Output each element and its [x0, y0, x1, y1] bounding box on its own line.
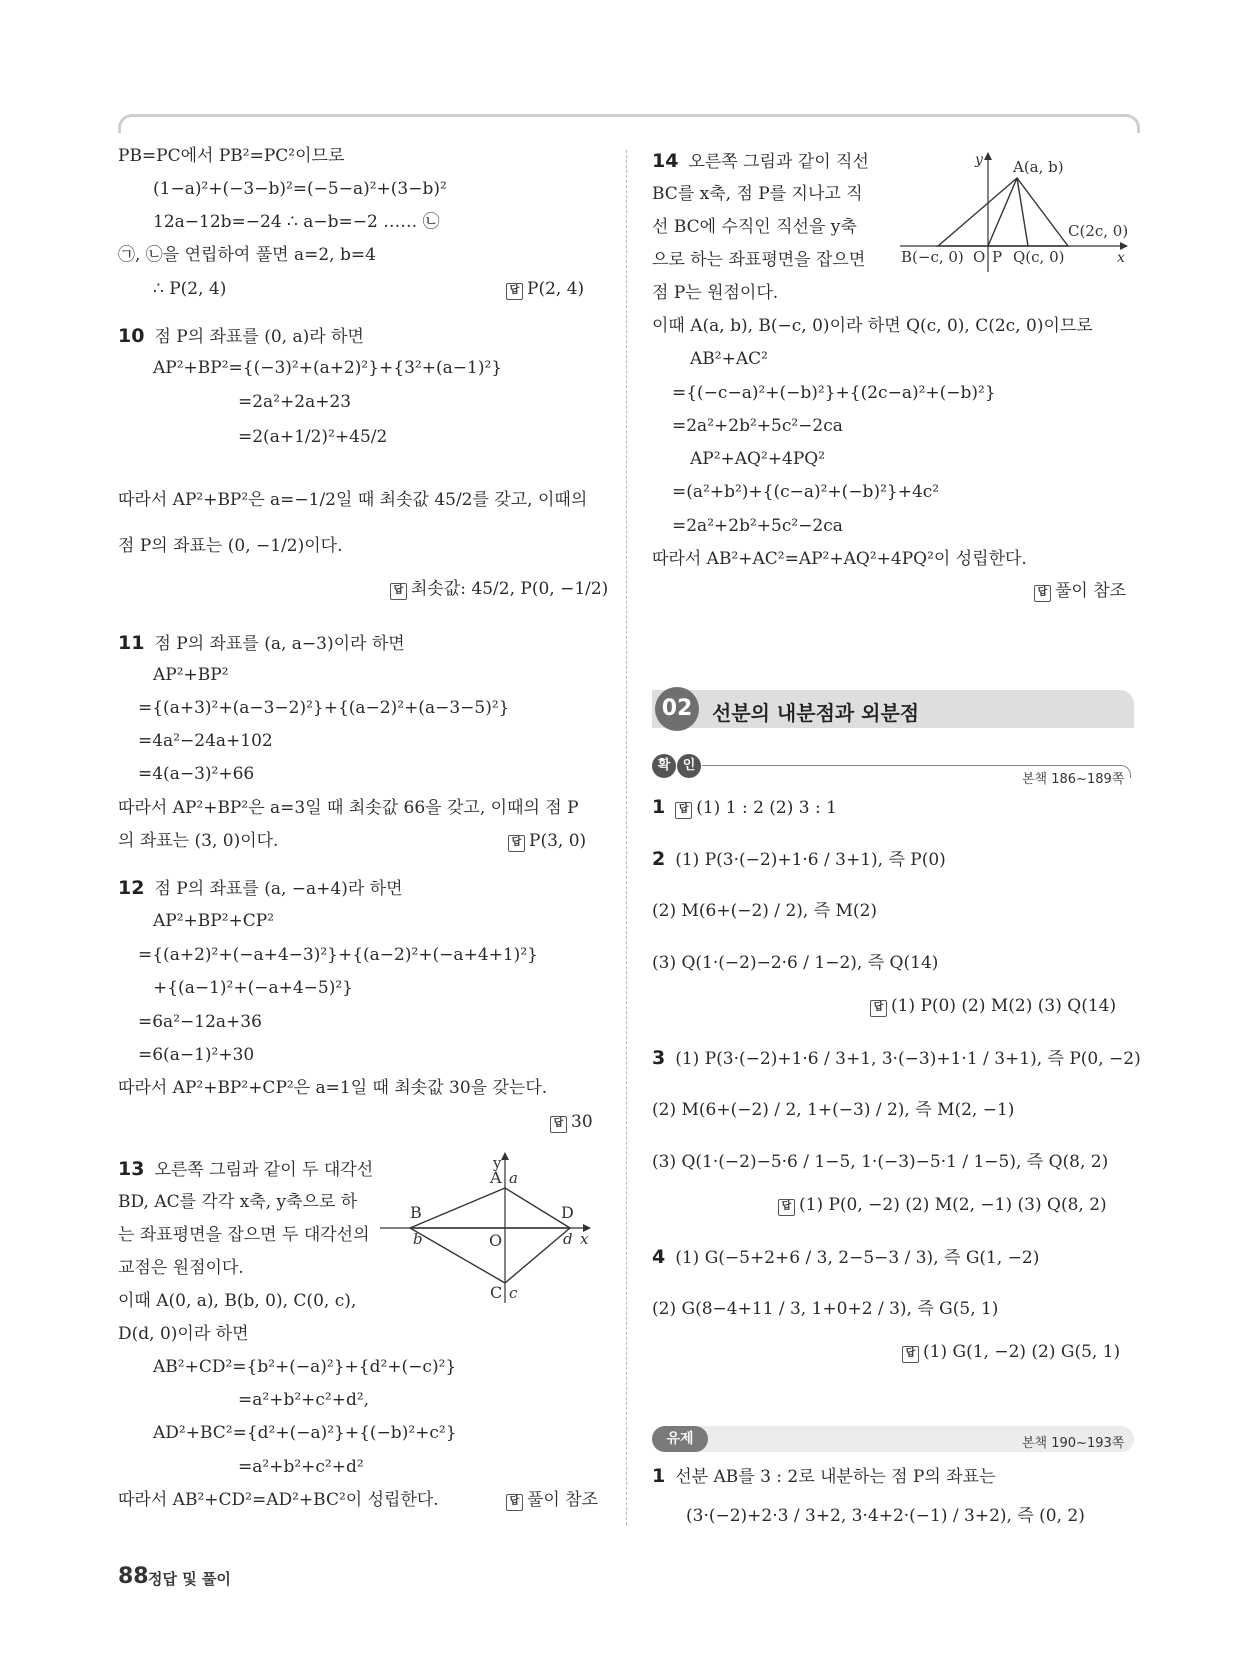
text-line: AP²+BP² [153, 665, 229, 685]
text-line: (2) G(8−4+11 / 3, 1+0+2 / 3), 즉 G(5, 1) [652, 1299, 999, 1319]
text-line: 이때 A(a, b), B(−c, 0)이라 하면 Q(c, 0), C(2c, 0)이므로 [652, 316, 1093, 336]
problem-11 [118, 632, 405, 655]
text-line: =2a²+2a+23 [238, 392, 352, 412]
page-number: 88 [118, 1564, 149, 1589]
fig-label: B(−c, 0) [901, 248, 964, 266]
text-line: 따라서 AP²+BP²+CP²은 a=1일 때 최솟값 30을 갖는다. [118, 1078, 548, 1098]
text-line: (1) G(−5+2+6 / 3, 2−5−3 / 3), 즉 G(1, −2) [675, 1248, 1040, 1268]
answer-label: 답 30 [550, 1111, 593, 1133]
text-line: ={(a+3)²+(a−3−2)²}+{(a−2)²+(a−3−5)²} [138, 698, 510, 718]
fig-label: a [509, 1169, 518, 1187]
answer-label: 답 P(3, 0) [508, 830, 586, 852]
text-line: D(d, 0)이라 하면 [118, 1324, 249, 1344]
text-line: ={(−c−a)²+(−b)²}+{(2c−a)²+(−b)²} [672, 383, 996, 403]
footer-label: 정답 및 풀이 [148, 1570, 231, 1588]
text-line: 점 P는 원점이다. [652, 283, 779, 303]
hwakin-char: 인 [677, 754, 701, 778]
top-border [118, 114, 1140, 133]
text-line: AB²+CD²={b²+(−a)²}+{d²+(−c)²} [153, 1357, 457, 1377]
fig-label: x [580, 1230, 589, 1248]
text-line: (3·(−2)+2·3 / 3+2, 3·4+2·(−1) / 3+2), 즉 (0, 2) [686, 1506, 1085, 1526]
answer-label: 답 최솟값: 45/2, P(0, −1/2) [390, 578, 608, 600]
problem-number: 11 [118, 632, 145, 654]
hwakin-char: 확 [652, 754, 676, 778]
problem-number: 3 [652, 1047, 666, 1069]
fig-label: P [992, 248, 1003, 266]
yuje-1 [652, 1465, 996, 1488]
text-line: AP²+BP²+CP² [153, 911, 275, 931]
text-line: 12a−12b=−24 ∴ a−b=−2 …… ㉡ [153, 212, 440, 232]
text-line: =a²+b²+c²+d², [238, 1390, 370, 1410]
text-line: ∴ P(2, 4) [153, 279, 227, 299]
text-line: 선 BC에 수직인 직선을 y축 [652, 217, 857, 237]
fig-label: O [489, 1231, 503, 1250]
problem-number: 10 [118, 325, 145, 347]
text-line: (1) P(3·(−2)+1·6 / 3+1, 3·(−3)+1·1 / 3+1), 즉 P(0, −2) [675, 1049, 1141, 1069]
fig-label: b [413, 1230, 423, 1248]
problem-13 [118, 1158, 373, 1181]
problem-14 [652, 150, 869, 173]
fig-label: O [973, 248, 986, 266]
text-line: =4(a−3)²+66 [138, 764, 255, 784]
text-line: 따라서 AB²+AC²=AP²+AQ²+4PQ²이 성립한다. [652, 549, 1027, 569]
fig-label: B [410, 1203, 422, 1222]
fig-label: C(2c, 0) [1068, 222, 1129, 240]
text-line: =2a²+2b²+5c²−2ca [672, 516, 843, 536]
fig-label: c [509, 1284, 518, 1302]
text-line: 의 좌표는 (3, 0)이다. [118, 831, 279, 851]
problem-number: 1 [652, 1465, 666, 1487]
text-line: 따라서 AP²+BP²은 a=3일 때 최솟값 66을 갖고, 이때의 점 P [118, 798, 579, 818]
text-line: AB²+AC² [690, 349, 768, 369]
fig-label: A(a, b) [1013, 158, 1064, 176]
text-line: =4a²−24a+102 [138, 731, 273, 751]
problem-10 [118, 325, 364, 348]
figure-13-rhombus [375, 1148, 595, 1308]
text-line: =a²+b²+c²+d² [238, 1457, 364, 1477]
problem-12 [118, 877, 403, 900]
text-line: 오른쪽 그림과 같이 두 대각선 [154, 1160, 374, 1180]
text-line: 오른쪽 그림과 같이 직선 [688, 152, 869, 172]
answer-label: 답 (1) P(0, −2) (2) M(2, −1) (3) Q(8, 2) [778, 1194, 1107, 1216]
answer-label: 답 P(2, 4) [506, 278, 584, 300]
figure-14-triangle [895, 148, 1135, 272]
problem-number: 4 [652, 1246, 666, 1268]
problem-number: 14 [652, 150, 679, 172]
text-line: AP²+BP²={(−3)²+(a+2)²}+{3²+(a−1)²} [153, 358, 503, 378]
text-line: ={(a+2)²+(−a+4−3)²}+{(a−2)²+(−a+4+1)²} [138, 945, 538, 965]
text-line: ㉠, ㉡을 연립하여 풀면 a=2, b=4 [118, 245, 376, 265]
fig-label: d [563, 1230, 573, 1248]
text-line: BC를 x축, 점 P를 지나고 직 [652, 184, 863, 204]
text-line: (3) Q(1·(−2)−5·6 / 1−5, 1·(−3)−5·1 / 1−5), 즉 Q(8, 2) [652, 1152, 1109, 1172]
yuje-badge: 유제 [652, 1426, 708, 1452]
text-line: 교점은 원점이다. [118, 1258, 244, 1278]
text-line: 이때 A(0, a), B(b, 0), C(0, c), [118, 1291, 357, 1311]
text-line: 는 좌표평면을 잡으면 두 대각선의 [118, 1225, 370, 1245]
text-line: 점 P의 좌표는 (0, −1/2)이다. [118, 536, 343, 556]
section-title: 선분의 내분점과 외분점 [712, 701, 920, 725]
problem-number: 2 [652, 848, 666, 870]
text-line: 선분 AB를 3 : 2로 내분하는 점 P의 좌표는 [675, 1467, 996, 1487]
column-divider [626, 150, 627, 1525]
answer-label: 답 (1) 1 : 2 (2) 3 : 1 [675, 798, 837, 818]
text-line: BD, AC를 각각 x축, y축으로 하 [118, 1192, 358, 1212]
fig-label: C [490, 1283, 503, 1302]
text-line: PB=PC에서 PB²=PC²이므로 [118, 146, 345, 166]
text-line: (2) M(6+(−2) / 2), 즉 M(2) [652, 901, 878, 921]
fig-label: D [561, 1203, 574, 1222]
page-reference: 본책 190~193쪽 [1022, 1436, 1125, 1451]
fig-label: y [493, 1154, 502, 1172]
problem-number: 1 [652, 796, 666, 818]
text-line: =6(a−1)²+30 [138, 1045, 255, 1065]
text-line: (1) P(3·(−2)+1·6 / 3+1), 즉 P(0) [675, 850, 946, 870]
fig-label: x [1117, 250, 1125, 266]
answer-label: 답 (1) P(0) (2) M(2) (3) Q(14) [870, 995, 1116, 1017]
problem-number: 13 [118, 1158, 145, 1180]
text-line: 점 P의 좌표를 (0, a)라 하면 [154, 327, 364, 347]
check-3 [652, 1047, 1141, 1070]
check-1 [652, 796, 837, 819]
text-line: (1−a)²+(−3−b)²=(−5−a)²+(3−b)² [153, 179, 447, 199]
text-line: AD²+BC²={d²+(−a)²}+{(−b)²+c²} [153, 1423, 457, 1443]
hwakin-badge [652, 754, 701, 780]
text-line: +{(a−1)²+(−a+4−5)²} [153, 978, 353, 998]
text-line: 따라서 AP²+BP²은 a=−1/2일 때 최솟값 45/2를 갖고, 이때의 [118, 490, 588, 510]
text-line: (3) Q(1·(−2)−2·6 / 1−2), 즉 Q(14) [652, 953, 939, 973]
text-line: 으로 하는 좌표평면을 잡으면 [652, 250, 866, 270]
check-4 [652, 1246, 1039, 1269]
text-line: =6a²−12a+36 [138, 1012, 262, 1032]
answer-label: 답 (1) G(1, −2) (2) G(5, 1) [902, 1341, 1120, 1363]
text-line: 따라서 AB²+CD²=AD²+BC²이 성립한다. [118, 1490, 439, 1510]
check-2 [652, 848, 946, 871]
answer-label: 답 풀이 참조 [1034, 580, 1126, 602]
section-number: 02 [655, 687, 699, 731]
text-line: AP²+AQ²+4PQ² [690, 449, 826, 469]
text-line: =(a²+b²)+{(c−a)²+(−b)²}+4c² [672, 482, 940, 502]
text-line: =2a²+2b²+5c²−2ca [672, 416, 843, 436]
text-line: 점 P의 좌표를 (a, a−3)이라 하면 [154, 634, 405, 654]
text-line: 점 P의 좌표를 (a, −a+4)라 하면 [154, 879, 403, 899]
problem-number: 12 [118, 877, 145, 899]
answer-label: 답 풀이 참조 [506, 1489, 598, 1511]
fig-label: A [490, 1168, 502, 1187]
text-line: =2(a+1/2)²+45/2 [238, 427, 388, 447]
page-reference: 본책 186~189쪽 [1022, 772, 1125, 787]
fig-label: y [975, 152, 983, 168]
fig-label: Q(c, 0) [1013, 248, 1065, 266]
text-line: (2) M(6+(−2) / 2, 1+(−3) / 2), 즉 M(2, −1) [652, 1100, 1015, 1120]
